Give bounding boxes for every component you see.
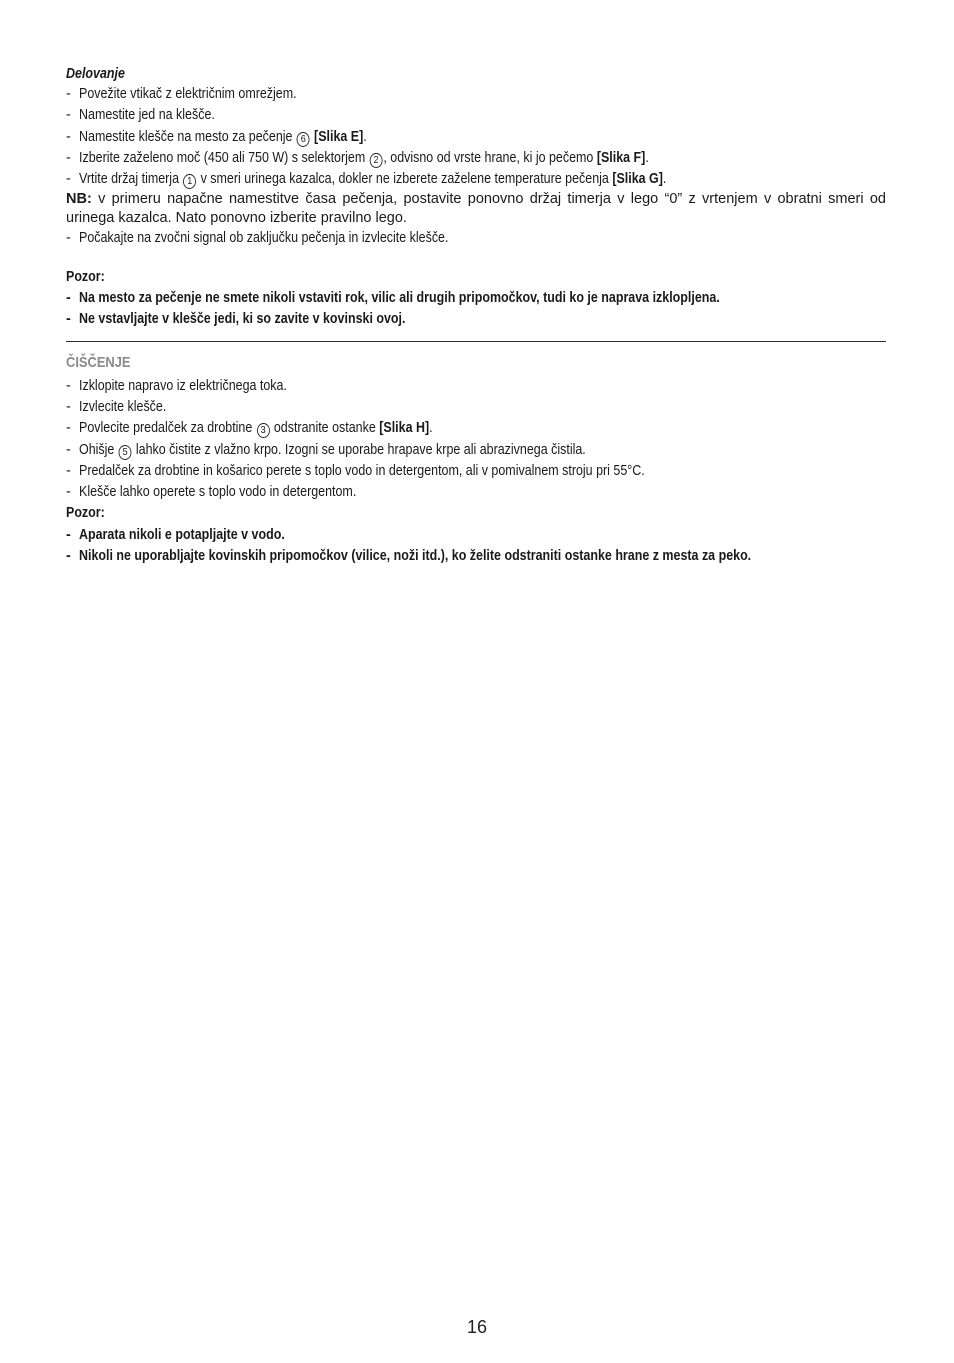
operation-heading: Delovanje	[66, 66, 125, 82]
warning2-heading: Pozor:	[66, 505, 105, 522]
cleaning-title: ČIŠČENJE	[66, 353, 131, 371]
cleaning-item-5: - Predalček za drobtine in košarico perete s toplo vodo in detergentom, ali v pomivalnem stroju pri 55°C.	[66, 462, 645, 479]
warning-heading: Pozor:	[66, 268, 105, 285]
warning2-item-1: - Aparata nikoli e potapljajte v vodo.	[66, 526, 285, 543]
callout-number: 1	[183, 174, 196, 189]
page-content	[66, 64, 886, 567]
callout-number: 2	[370, 153, 383, 168]
cleaning-item-2: - Izvlecite klešče.	[66, 398, 167, 415]
warning-item-2: - Ne vstavljajte v klešče jedi, ki so zavite v kovinski ovoj.	[66, 311, 406, 328]
cleaning-item-3: - Povlecite predalček za drobtine 3 odstranite ostanke [Slika H].	[66, 420, 433, 437]
nb-note: NB: v primeru napačne namestitve časa pečenja, postavite ponovno držaj timerja v lego “0” z vrtenjem v obratni smeri od urinega kazalca. Nato ponovno izberite pravilno lego.	[66, 191, 886, 227]
warning-item-1: - Na mesto za pečenje ne smete nikoli vstaviti rok, vilic ali drugih pripomočkov, tudi ko je naprava izklopljena.	[66, 290, 720, 307]
section-divider	[66, 341, 886, 342]
page-number: 16	[466, 1317, 488, 1337]
cleaning-item-6: - Klešče lahko operete s toplo vodo in detergentom.	[66, 484, 357, 501]
warning2-item-2: - Nikoli ne uporabljajte kovinskih pripomočkov (vilice, noži itd.), ko želite odstraniti ostanke hrane z mesta za peko.	[66, 548, 752, 565]
operation-item-1: - Povežite vtikač z električnim omrežjem.	[66, 86, 297, 102]
operation-item-2: - Namestite jed na klešče.	[66, 107, 215, 124]
operation-item-5: - Vrtite držaj timerja 1 v smeri urinega kazalca, dokler ne izberete zaželene temperature pečenja [Slika G].	[66, 171, 667, 188]
operation-item-4: - Izberite zaželeno moč (450 ali 750 W) s selektorjem 2 , odvisno od vrste hrane, ki jo pečemo [Slika F].	[66, 149, 649, 166]
cleaning-item-4: - Ohišje 5 lahko čistite z vlažno krpo. Izogni se uporabe hrapave krpe ali abrazivnega čistila.	[66, 441, 586, 458]
callout-number: 5	[119, 445, 132, 460]
operation-item-3: - Namestite klešče na mesto za pečenje 6 [Slika E].	[66, 128, 367, 145]
callout-number: 3	[257, 423, 270, 438]
operation-item-6: - Počakajte na zvočni signal ob zaključku pečenja in izvlecite klešče.	[66, 230, 449, 247]
cleaning-item-1: - Izklopite napravo iz električnega toka.	[66, 377, 287, 394]
callout-number: 6	[297, 132, 310, 147]
